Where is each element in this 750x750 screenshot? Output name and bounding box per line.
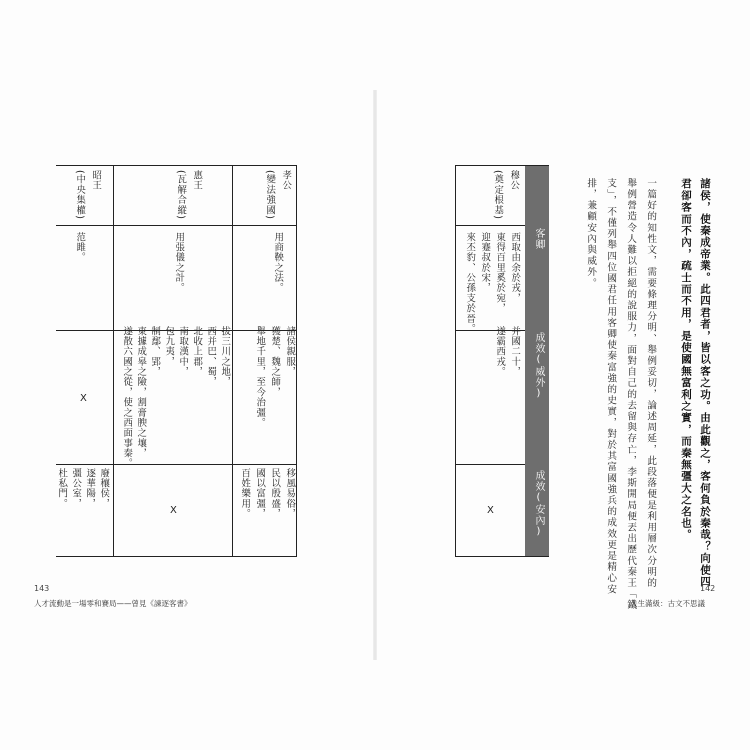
external-effect-line: 拔三川之地，: [219, 326, 231, 388]
running-head-left: 人才流動是一場零和賽局——曾見《諫逐客書》: [34, 599, 192, 608]
external-effect-line: 南取漢中，: [177, 326, 189, 377]
keqing-text: 用商鞅之法。: [272, 232, 284, 294]
table-border-left: [455, 165, 456, 557]
external-effect-line: 并國二十，: [509, 326, 521, 377]
ruler-name: 昭王: [90, 170, 102, 191]
table-col-divider: [232, 165, 233, 557]
internal-effect-line: 百姓樂用。: [239, 468, 251, 519]
table-border-top: [56, 165, 296, 166]
table-border-bottom: [455, 556, 549, 557]
internal-effect-line: 逐華陽，: [84, 468, 96, 509]
table-border-right: [296, 165, 297, 557]
paragraph-col-1: 一篇好的知性文，需要條理分明、舉例妥切，論述周延，此段落便是利用層次分明的: [645, 178, 657, 589]
external-effect-line: 獲楚、魏之師，: [269, 326, 281, 398]
external-effect-line: 西并巴、蜀，: [205, 326, 217, 388]
ruler-note: (中央集權): [74, 170, 86, 220]
keqing-line: 西取由余於戎，: [509, 232, 521, 304]
table-row-divider: [56, 225, 296, 226]
table-row-divider: [455, 225, 525, 226]
header-keqing-label: 客卿: [533, 228, 544, 250]
keqing-line: 來丕豹、公孫支於晉。: [464, 232, 476, 334]
internal-effect-line: 廢穰侯，: [98, 468, 110, 509]
keqing-line: 迎蹇叔於宋，: [479, 232, 491, 294]
external-effect-line: 諸侯親服，: [284, 326, 296, 377]
external-effect-line: 制鄢、郢，: [149, 326, 161, 377]
page-number-left: 143: [34, 584, 50, 593]
table-row-divider: [56, 464, 296, 465]
table-border-top: [455, 165, 549, 166]
internal-effect-x: X: [487, 505, 494, 516]
external-effect-line: 遂霸西戎。: [494, 326, 506, 377]
running-head-right: 人生滿級：古文不思議: [630, 599, 705, 608]
keqing-text: 范雎。: [74, 232, 86, 263]
internal-effect-line: 杜私門。: [56, 468, 68, 509]
ruler-note: (奠定根基): [492, 170, 504, 220]
book-gutter: [373, 90, 377, 660]
page-number-right: 142: [700, 584, 716, 593]
paragraph-col-3: 支」，不僅列舉四位國君任用客卿使秦富強的史實，對於其富國強兵的成效更是精心安: [605, 178, 617, 595]
internal-effect-line: 移風易俗，: [284, 468, 296, 519]
ruler-name: 孝公: [280, 170, 292, 191]
external-effect-x: X: [80, 393, 87, 404]
table-row-divider: [455, 464, 525, 465]
table-col-divider: [113, 165, 114, 557]
internal-effect-x: X: [170, 505, 177, 516]
header-internal-label: 成效(安內): [533, 470, 544, 538]
classical-quote-col-2: 君卻客而不內，疏士而不用，是使國無富利之實，而秦無彊大之名也。: [680, 178, 692, 541]
external-effect-line: 北收上郡，: [191, 326, 203, 377]
keqing-line: 東得百里奚於宛，: [494, 232, 506, 314]
external-effect-line: 東據成皋之險，割膏腴之壤，: [135, 326, 147, 459]
ruler-name: 惠王: [191, 170, 203, 191]
ruler-name: 穆公: [508, 170, 520, 191]
paragraph-col-2: 舉例營造令人難以拒絕的說服力，面對自己的去留與存亡，李斯開局便丟出歷代秦王「鐵: [625, 178, 637, 611]
internal-effect-line: 民以殷盛，: [269, 468, 281, 519]
ruler-note: (變法強國): [264, 170, 276, 220]
external-effect-line: 舉地千里，至今治彊。: [254, 326, 266, 428]
ruler-note: (瓦解合縱): [175, 170, 187, 220]
external-effect-line: 包九夷，: [163, 326, 175, 367]
keqing-text: 用張儀之計。: [173, 232, 185, 294]
table-border-bottom: [56, 556, 296, 557]
paragraph-col-4: 排，兼顧安內與威外。: [585, 178, 597, 289]
internal-effect-line: 國以富彊，: [254, 468, 266, 519]
header-external-label: 成效(威外): [533, 332, 544, 400]
internal-effect-line: 彊公室，: [70, 468, 82, 509]
classical-quote-col-1: 諸侯，使秦成帝業。此四君者，皆以客之功。由此觀之，客何負於秦哉？向使四: [699, 178, 711, 588]
external-effect-line: 遂散六國之從，使之西面事秦。: [121, 326, 133, 469]
